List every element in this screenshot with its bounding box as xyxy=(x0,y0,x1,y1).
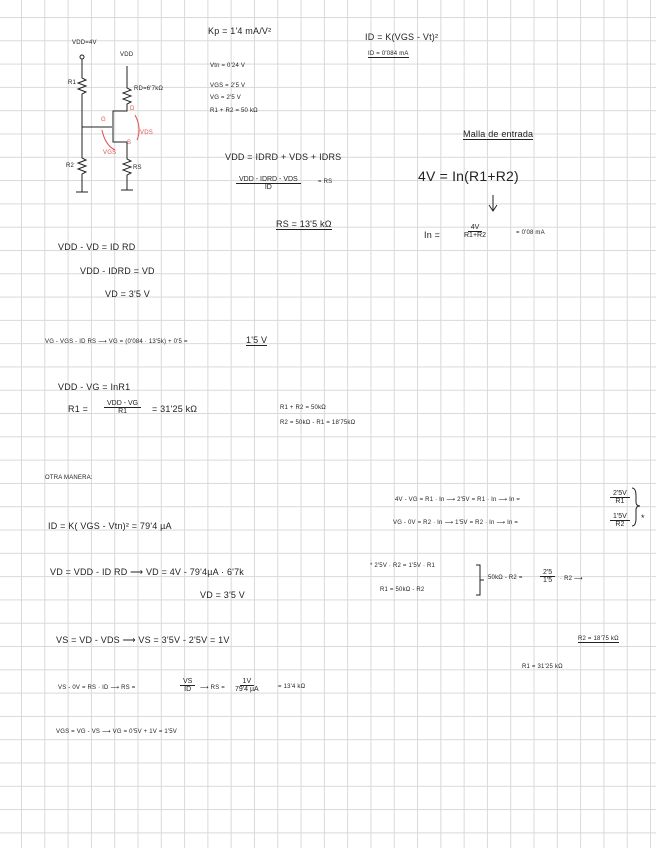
in-result: = 0'08 mA xyxy=(516,230,545,236)
id-equation: ID = K(VGS - Vt)² xyxy=(365,32,439,42)
right-frac-2: $\frac{1'5V}{R2}$ xyxy=(610,513,630,528)
vdd-equation: VDD = IDRD + VDS + IDRS xyxy=(225,152,342,162)
rs-rhs: = RS xyxy=(318,179,333,185)
malla-equation: 4V = In(R1+R2) xyxy=(418,168,519,184)
rs-fraction: VDD - IDRD - VDS ID xyxy=(236,176,301,191)
otra-line-5b: ⟶ RS = xyxy=(200,685,225,691)
vg-param: VG = 2'5 V xyxy=(210,95,241,101)
right-line-3: * 2'5V · R2 = 1'5V · R1 xyxy=(370,563,436,569)
otra-line-1: ID = K( VGS - Vtn)² = 79'4 µA xyxy=(48,521,172,531)
rs-label: RS xyxy=(133,165,142,171)
otra-line-3: VD = 3'5 V xyxy=(200,590,245,600)
vg-result: 1'5 V xyxy=(246,335,268,345)
otra-line-4: VS = VD - VDS ⟶ VS = 3'5V - 2'5V = 1V xyxy=(56,635,230,645)
star-mark: * xyxy=(641,513,645,523)
vg-line: VG - VGS - ID RS ⟶ VG = (0'084 · 13'5k) + 0'5 = xyxy=(45,339,188,345)
vds-label: VDS xyxy=(140,130,153,136)
r1-line-1: VDD - VG = InR1 xyxy=(58,382,131,392)
id-result: ID = 0'084 mA xyxy=(368,51,409,57)
vgs-label: VGS xyxy=(103,150,117,156)
vgs-param: VGS = 2'5 V xyxy=(210,83,246,89)
r1-lhs: R1 = xyxy=(68,404,89,414)
otra-manera-title: OTRA MANERA: xyxy=(45,475,93,481)
drain-label: D xyxy=(130,106,135,112)
malla-title: Malla de entrada xyxy=(463,129,534,139)
right-frac-1: $\frac{2'5V}{R1}$ xyxy=(610,490,630,505)
r1-fraction: VDD - VG R1 xyxy=(104,400,141,415)
r2-result: R2 = 18'75 kΩ xyxy=(578,636,619,642)
source-label: S xyxy=(127,140,132,146)
r2-note: R2 = 50kΩ - R1 = 18'75kΩ xyxy=(280,420,356,426)
otra-line-2: VD = VDD - ID RD ⟶ VD = 4V - 79'4µA · 6'7k xyxy=(50,567,244,577)
r1-label: R1 xyxy=(68,80,77,86)
r-sum-note: R1 + R2 = 50kΩ xyxy=(280,405,326,411)
right-line-5: 50kΩ - R2 = xyxy=(488,575,523,581)
right-frac-3: $\frac{2'5}{1'5}$ xyxy=(540,569,555,584)
r2-label: R2 xyxy=(66,163,75,169)
vd-line-3: VD = 3'5 V xyxy=(105,289,150,299)
otra-line-5c: = 13'4 kΩ xyxy=(278,684,306,690)
kp-param: Kp = 1'4 mA/V² xyxy=(208,26,272,36)
r1-result: = 31'25 kΩ xyxy=(152,404,198,414)
r1-result-final: R1 = 31'25 kΩ xyxy=(522,664,563,670)
rs-fraction-3: 1V 79'4 µA xyxy=(235,678,259,693)
otra-line-5a: VS - 0V = RS · ID ⟶ RS = xyxy=(58,685,136,691)
in-lhs: In = xyxy=(424,230,441,240)
vdd2-label: VDD xyxy=(120,52,134,58)
rs-fraction-2: $\frac{VS}{ID}$ xyxy=(180,678,195,693)
right-line-1: 4V - VG = R1 · In ⟶ 2'5V = R1 · In ⟶ In = xyxy=(395,497,521,503)
rd-label: RD=6'7kΩ xyxy=(134,86,164,92)
right-line-5b: · R2 ⟶ xyxy=(560,576,583,582)
in-fraction: $\frac{4V}{R1+R2}$ xyxy=(464,224,486,239)
rsum-param: R1 + R2 = 50 kΩ xyxy=(210,108,258,114)
vtn-param: Vtn = 0'24 V xyxy=(210,63,246,69)
right-line-2: VG - 0V = R2 · In ⟶ 1'5V = R2 · In ⟶ In = xyxy=(393,520,519,526)
rs-result: RS = 13'5 kΩ xyxy=(276,219,332,229)
otra-line-6: VGS = VG - VS ⟶ VG = 0'5V + 1V = 1'5V xyxy=(56,729,178,735)
vd-line-2: VDD - IDRD = VD xyxy=(80,266,155,276)
right-line-4: R1 = 50kΩ - R2 xyxy=(380,587,425,593)
vdd-label: VDD=4V xyxy=(72,40,97,46)
vd-line-1: VDD - VD = ID RD xyxy=(58,242,136,252)
gate-label: G xyxy=(101,117,106,123)
